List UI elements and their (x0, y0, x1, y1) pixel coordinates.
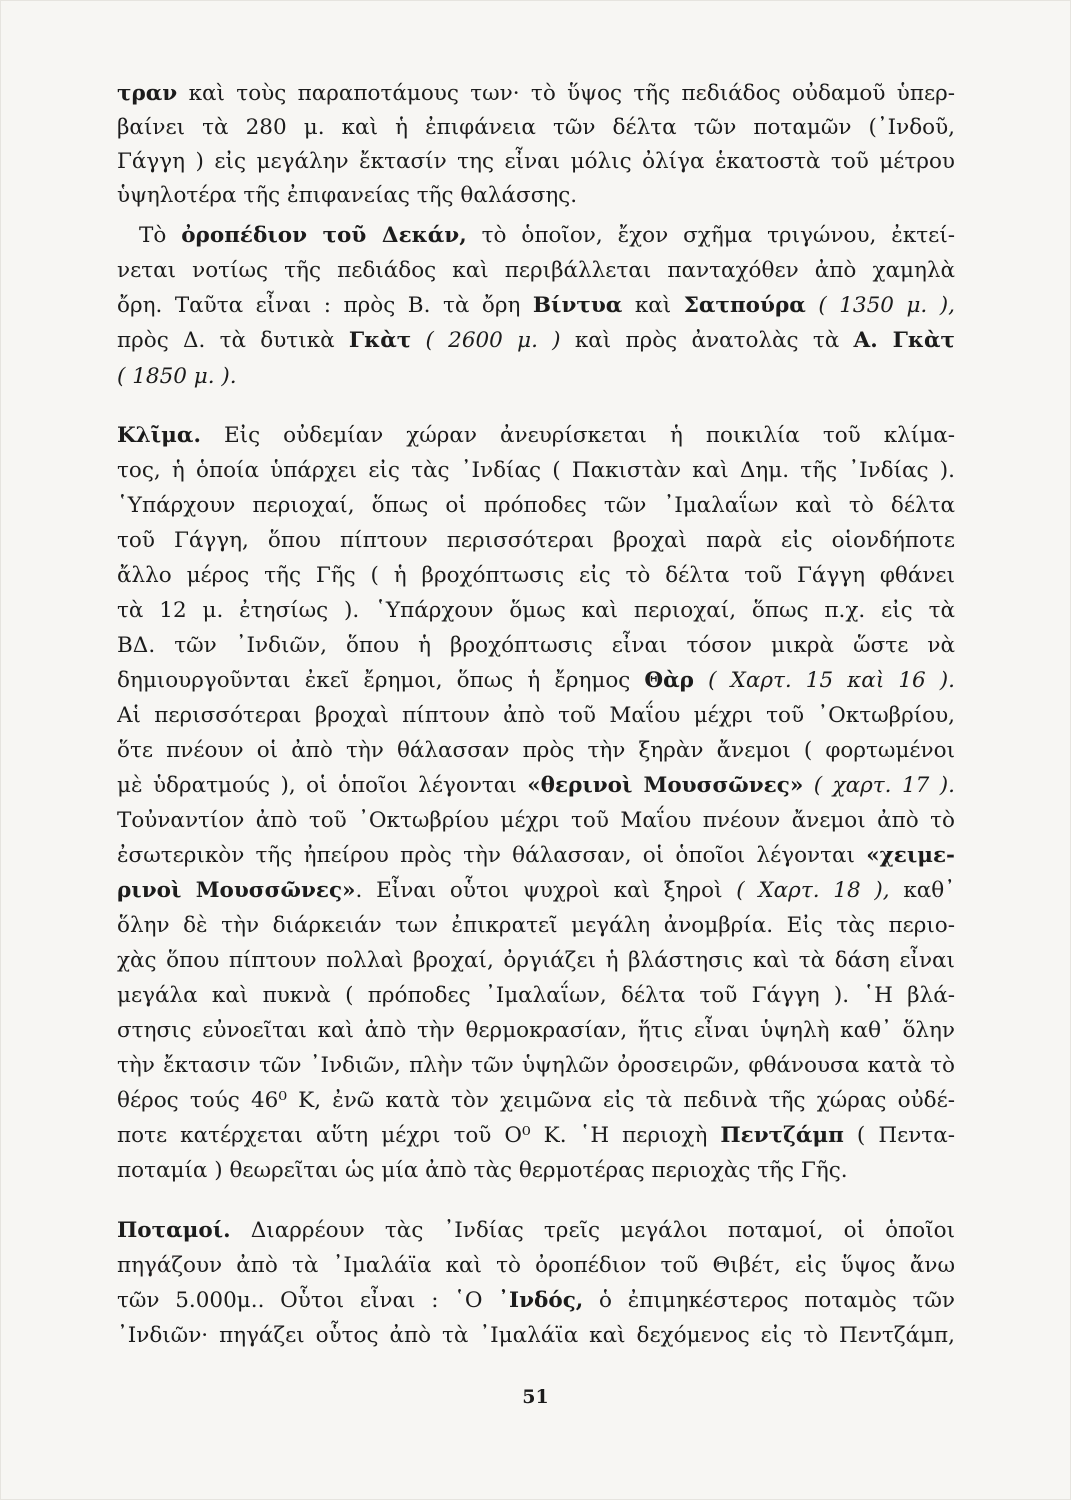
text-line: ὅτε πνέουν οἱ ἀπὸ τὴν θάλασσαν πρὸς τὴν ξηρὰν ἄνεμοι ( φορτωμένοι (117, 738, 955, 763)
text-line: μεγάλα καὶ πυκνὰ ( πρόποδες ᾽Ιμαλαΐων, δέλτα τοῦ Γάγγη ). ῾Η βλά- (117, 983, 955, 1008)
text-line: Τοὐναντίον ἀπὸ τοῦ ᾽Οκτωβρίου μέχρι τοῦ Μαΐου πνέουν ἄνεμοι ἀπὸ τὸ (117, 808, 955, 833)
text-line: τος, ἡ ὁποία ὑπάρχει εἰς τὰς ᾽Ινδίας ( Πακιστὰν καὶ Δημ. τῆς ᾽Ινδίας ). (117, 458, 955, 483)
text-line: ἐσωτερικὸν τῆς ἠπείρου πρὸς τὴν θάλασσαν, οἱ ὁποῖοι λέγονται «χειμε- (117, 843, 955, 868)
text-line: ΒΔ. τῶν ᾽Ινδιῶν, ὅπου ἡ βροχόπτωσις εἶναι τόσον μικρὰ ὥστε νὰ (117, 633, 955, 658)
text-line: τὰ 12 μ. ἐτησίως ). ῾Υπάρχουν ὅμως καὶ περιοχαί, ὅπως π.χ. εἰς τὰ (117, 598, 955, 623)
text-line: στησις εὐνοεῖται καὶ ἀπὸ τὴν θερμοκρασίαν, ἥτις εἶναι ὑψηλὴ καθ᾽ ὅλην (117, 1018, 955, 1043)
text-line: Τὸ ὀροπέδιον τοῦ Δεκάν, τὸ ὁποῖον, ἔχον σχῆμα τριγώνου, ἐκτεί- (139, 223, 955, 248)
term-satpura: Σατπούρα (683, 293, 806, 318)
text-line: ᾽Ινδιῶν· πηγάζει οὗτος ἀπὸ τὰ ᾽Ιμαλάϊα καὶ δεχόμενος εἰς τὸ Πεντζάμπ, (117, 1323, 955, 1348)
text-line: τὴν ἔκτασιν τῶν ᾽Ινδιῶν, πλὴν τῶν ὑψηλῶν ὀροσειρῶν, φθάνουσα κατὰ τὸ (117, 1053, 955, 1078)
text-line: χὰς ὅπου πίπτουν πολλαὶ βροχαί, ὀργιάζει ἡ βλάστησις καὶ τὰ δάση εἶναι (117, 948, 955, 973)
text-line: δημιουργοῦνται ἐκεῖ ἔρημοι, ὅπως ἡ ἔρημος Θὰρ ( Χαρτ. 15 καὶ 16 ). (117, 668, 955, 693)
text-line: ποτε κατέρχεται αὕτη μέχρι τοῦ Ο⁰ Κ. ῾Η περιοχὴ Πεντζάμπ ( Πεντα- (117, 1123, 955, 1148)
text-line: πηγάζουν ἀπὸ τὰ ᾽Ιμαλάϊα καὶ τὸ ὀροπέδιον τοῦ Θιβέτ, εἰς ὕψος ἄνω (117, 1253, 955, 1278)
term-eastern-ghats: Α. Γκὰτ (853, 328, 955, 353)
text-line: ὄρη. Ταῦτα εἶναι : πρὸς Β. τὰ ὄρη Βίντυα καὶ Σατπούρα ( 1350 μ. ), (117, 293, 955, 318)
text-line: Ποταμοί. Διαρρέουν τὰς ᾽Ινδίας τρεῖς μεγάλοι ποταμοί, οἱ ὁποῖοι (117, 1218, 955, 1243)
text-line: ὑψηλοτέρα τῆς ἐπιφανείας τῆς θαλάσσης. (117, 183, 578, 208)
section-heading-climate: Κλῖμα. (117, 423, 201, 448)
text-line: μὲ ὑδρατμούς ), οἱ ὁποῖοι λέγονται «θερινοὶ Μουσσῶνες» ( χαρτ. 17 ). (117, 773, 955, 798)
text-line: θέρος τούς 46⁰ Κ, ἐνῶ κατὰ τὸν χειμῶνα εἰς τὰ πεδινὰ τῆς χώρας οὐδέ- (117, 1088, 955, 1113)
text-line: νεται νοτίως τῆς πεδιάδος καὶ περιβάλλεται πανταχόθεν ἀπὸ χαμηλὰ (117, 258, 955, 283)
text-line: Γάγγη ) εἰς μεγάλην ἔκτασίν της εἶναι μόλις ὀλίγα ἑκατοστὰ τοῦ μέτρου (117, 149, 955, 174)
text-line: τοῦ Γάγγη, ὅπου πίπτουν περισσότεραι βροχαὶ παρὰ εἰς οἱονδήποτε (117, 528, 955, 553)
text-line: ῾Υπάρχουν περιοχαί, ὅπως οἱ πρόποδες τῶν ᾽Ιμαλαΐων καὶ τὸ δέλτα (117, 493, 955, 518)
text-line: τραν καὶ τοὺς παραποτάμους των· τὸ ὕψος τῆς πεδιάδος οὐδαμοῦ ὑπερ- (117, 81, 955, 106)
text-line: ρινοὶ Μουσσῶνες». Εἶναι οὗτοι ψυχροὶ καὶ ξηροὶ ( Χαρτ. 18 ), καθ᾽ (117, 878, 955, 903)
term-winter-monsoons-part2: ρινοὶ Μουσσῶνες» (117, 878, 356, 903)
term-western-ghats: Γκὰτ (348, 328, 412, 353)
text-line: ἄλλο μέρος τῆς Γῆς ( ἡ βροχόπτωσις εἰς τὸ δέλτα τοῦ Γάγγη φθάνει (117, 563, 955, 588)
page-number: 51 (522, 1386, 549, 1408)
text-line: ὅλην δὲ τὴν διάρκειάν των ἐπικρατεῖ μεγάλη ἀνομβρία. Εἰς τὰς περιο- (117, 913, 955, 938)
text-line: πρὸς Δ. τὰ δυτικὰ Γκὰτ ( 2600 μ. ) καὶ πρὸς ἀνατολὰς τὰ Α. Γκὰτ (117, 328, 955, 353)
term-vindhya: Βίντυα (532, 293, 623, 318)
text-line: βαίνει τὰ 280 μ. καὶ ἡ ἐπιφάνεια τῶν δέλτα τῶν ποταμῶν (᾽Ινδοῦ, (117, 115, 955, 140)
text-line: τῶν 5.000μ.. Οὗτοι εἶναι : ῾Ο ᾽Ινδός, ὁ ἐπιμηκέστερος ποταμὸς τῶν (117, 1288, 955, 1313)
text-line: ποταμία ) θεωρεῖται ὡς μία ἀπὸ τὰς θερμοτέρας περιοχὰς τῆς Γῆς. (117, 1158, 848, 1183)
term-punjab: Πεντζάμπ (720, 1123, 844, 1148)
text-line: ( 1850 μ. ). (117, 364, 237, 389)
term-winter-monsoons-part1: «χειμε- (866, 843, 955, 868)
section-heading-rivers: Ποταμοί. (117, 1218, 231, 1243)
bold-fragment: τραν (117, 81, 178, 106)
term-indus: ᾽Ινδός, (498, 1288, 584, 1313)
term-thar: Θὰρ (644, 668, 694, 693)
term-dekan-plateau: ὀροπέδιον τοῦ Δεκάν, (181, 223, 467, 248)
text-line: Αἱ περισσότεραι βροχαὶ πίπτουν ἀπὸ τοῦ Μαΐου μέχρι τοῦ ᾽Οκτωβρίου, (117, 703, 955, 728)
text-line: Κλῖμα. Εἰς οὐδεμίαν χώραν ἀνευρίσκεται ἡ ποικιλία τοῦ κλίμα- (117, 423, 955, 448)
term-summer-monsoons: «θερινοὶ Μουσσῶνες» (527, 773, 804, 798)
